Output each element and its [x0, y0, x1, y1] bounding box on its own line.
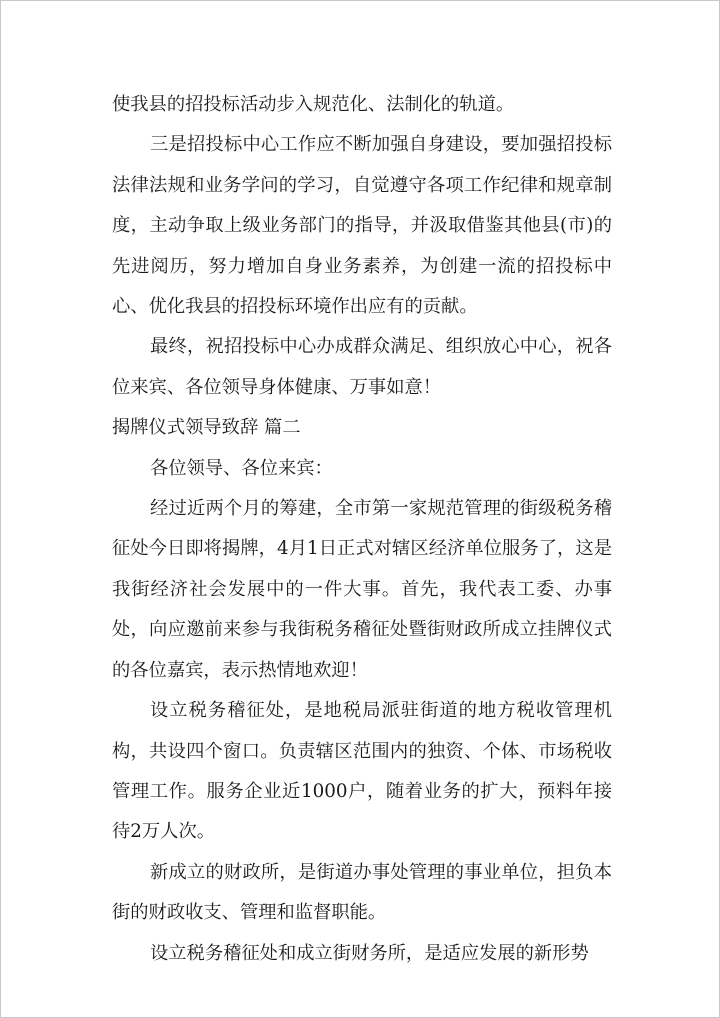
- paragraph: 最终，祝招投标中心办成群众满足、组织放心中心，祝各位来宾、各位领导身体健康、万事如意！: [112, 336, 612, 398]
- paragraph: 设立税务稽征处，是地税局派驻街道的地方税收管理机构，共设四个窗口。负责辖区范围内的独资、个体、市场税收管理工作。服务企业近1000户，随着业务的扩大，预料年接待2万人次。: [112, 700, 612, 843]
- paragraph: 使我县的招投标活动步入规范化、法制化的轨道。: [112, 94, 515, 115]
- paragraph: 经过近两个月的筹建，全市第一家规范管理的街级税务稽征处今日即将揭牌，4月1日正式对辖区经济单位服务了，这是我街经济社会发展中的一件大事。首先，我代表工委、办事处，向应邀前来参与我街税务稽征处暨街财政所成立挂牌仪式的各位嘉宾，表示热情地欢迎！: [112, 498, 612, 681]
- paragraph: 三是招投标中心工作应不断加强自身建设，要加强招投标法律法规和业务学问的学习，自觉遵守各项工作纪律和规章制度，主动争取上级业务部门的指导，并汲取借鉴其他县(市)的先进阅历，努力增加自身业务素养，为创建一流的招投标中心、优化我县的招投标环境作出应有的贡献。: [112, 134, 612, 318]
- document-body: [112, 85, 612, 974]
- section-heading: 揭牌仪式领导致辞 篇二: [112, 417, 301, 439]
- paragraph: 设立税务稽征处和成立街财务所，是适应发展的新形势: [150, 942, 589, 964]
- salutation: 各位领导、各位来宾：: [150, 457, 333, 479]
- paragraph: 新成立的财政所，是街道办事处管理的事业单位，担负本街的财政收支、管理和监督职能。: [112, 861, 612, 924]
